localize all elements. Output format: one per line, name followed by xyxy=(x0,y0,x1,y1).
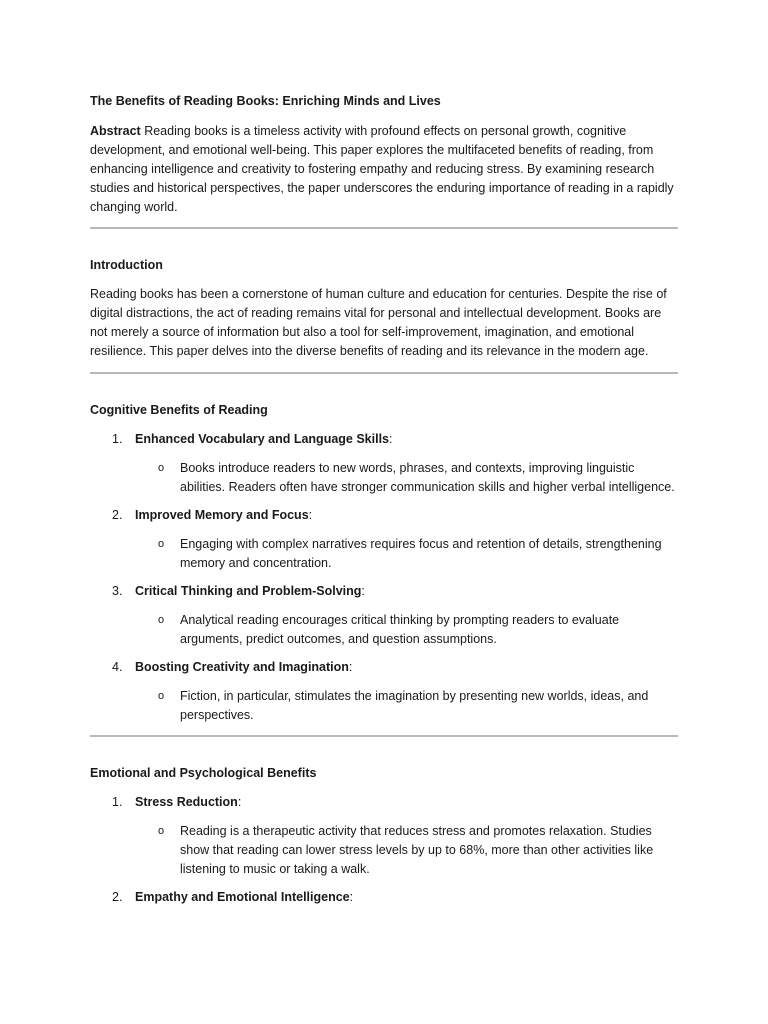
list-item-heading xyxy=(90,430,678,449)
colon: : xyxy=(389,432,393,446)
cognitive-list xyxy=(90,430,678,725)
list-item-title: Critical Thinking and Problem-Solving xyxy=(135,584,362,598)
list-item xyxy=(90,793,678,879)
abstract-paragraph xyxy=(90,122,678,217)
list-item-detail: Engaging with complex narratives requires focus and retention of details, strengthening memory and concentration. xyxy=(180,537,662,570)
emotional-heading: Emotional and Psychological Benefits xyxy=(90,766,317,780)
list-item-title: Empathy and Emotional Intelligence xyxy=(135,890,350,904)
sub-list xyxy=(90,822,678,879)
colon: : xyxy=(308,508,313,522)
list-item xyxy=(90,888,678,907)
sub-list xyxy=(90,611,678,649)
circle-bullet-icon: o xyxy=(158,462,165,474)
colon: : xyxy=(349,890,354,904)
document-page xyxy=(90,92,678,916)
introduction-heading: Introduction xyxy=(90,258,163,272)
list-number: 4. xyxy=(112,660,123,674)
section-divider xyxy=(90,735,678,737)
sub-list-item xyxy=(90,611,678,649)
circle-bullet-icon: o xyxy=(158,538,165,550)
circle-bullet-icon: o xyxy=(158,614,165,626)
document-title: The Benefits of Reading Books: Enriching Minds and Lives xyxy=(90,94,441,108)
list-item-title: Boosting Creativity and Imagination xyxy=(135,660,349,674)
list-number: 3. xyxy=(112,584,123,598)
list-item xyxy=(90,430,678,497)
list-number: 1. xyxy=(112,795,123,809)
sub-list-item xyxy=(90,687,678,725)
introduction-text: Reading books has been a cornerstone of human culture and education for centuries. Despite the rise of digital distractions, the act of reading remains vital for personal and intellectual development. Books are not merely a source of information but also a tool for self-improvement, imagination, and emotional resilience. This paper delves into the diverse benefits of reading and its relevance in the modern age. xyxy=(90,287,667,358)
sub-list xyxy=(90,535,678,573)
section-divider xyxy=(90,227,678,229)
list-number: 1. xyxy=(112,432,123,446)
list-item-title: Enhanced Vocabulary and Language Skills xyxy=(135,432,390,446)
abstract-text: Reading books is a timeless activity with profound effects on personal growth, cognitive development, and emotional well-being. This paper explores the multifaceted benefits of reading, from enhancing intelligence and creativity to fostering empathy and reducing stress. By examining research studies and historical perspectives, the paper underscores the enduring importance of reading in a rapidly changing world. xyxy=(90,124,674,214)
circle-bullet-icon: o xyxy=(158,825,165,837)
sub-list-item xyxy=(90,459,678,497)
list-number: 2. xyxy=(112,508,123,522)
sub-list xyxy=(90,687,678,725)
sub-list-item xyxy=(90,535,678,573)
list-item xyxy=(90,658,678,725)
colon: : xyxy=(237,795,242,809)
list-item-heading xyxy=(90,506,678,525)
abstract-label: Abstract xyxy=(90,124,141,138)
list-item xyxy=(90,506,678,573)
list-item-title: Stress Reduction xyxy=(135,795,238,809)
list-item-detail: Reading is a therapeutic activity that reduces stress and promotes relaxation. Studies show that reading can lower stress levels by up to 68%, more than other activities like listening to music or taking a walk. xyxy=(180,824,654,876)
list-item-heading xyxy=(90,658,678,677)
list-item-detail: Fiction, in particular, stimulates the imagination by presenting new worlds, ideas, and perspectives. xyxy=(180,689,649,722)
colon: : xyxy=(361,584,365,598)
colon: : xyxy=(348,660,353,674)
list-item-detail: Analytical reading encourages critical thinking by prompting readers to evaluate arguments, predict outcomes, and question assumptions. xyxy=(180,613,620,646)
sub-list xyxy=(90,459,678,497)
cognitive-heading: Cognitive Benefits of Reading xyxy=(90,403,268,417)
list-item-heading xyxy=(90,888,678,907)
list-item-heading xyxy=(90,793,678,812)
list-item-heading xyxy=(90,582,678,601)
emotional-list xyxy=(90,793,678,907)
list-item xyxy=(90,582,678,649)
list-item-detail: Books introduce readers to new words, phrases, and contexts, improving linguistic abilities. Readers often have stronger communication skills and higher verbal intelligence. xyxy=(180,461,675,494)
sub-list-item xyxy=(90,822,678,879)
section-divider xyxy=(90,372,678,374)
circle-bullet-icon: o xyxy=(158,690,165,702)
list-number: 2. xyxy=(112,890,123,904)
list-item-title: Improved Memory and Focus xyxy=(135,508,309,522)
